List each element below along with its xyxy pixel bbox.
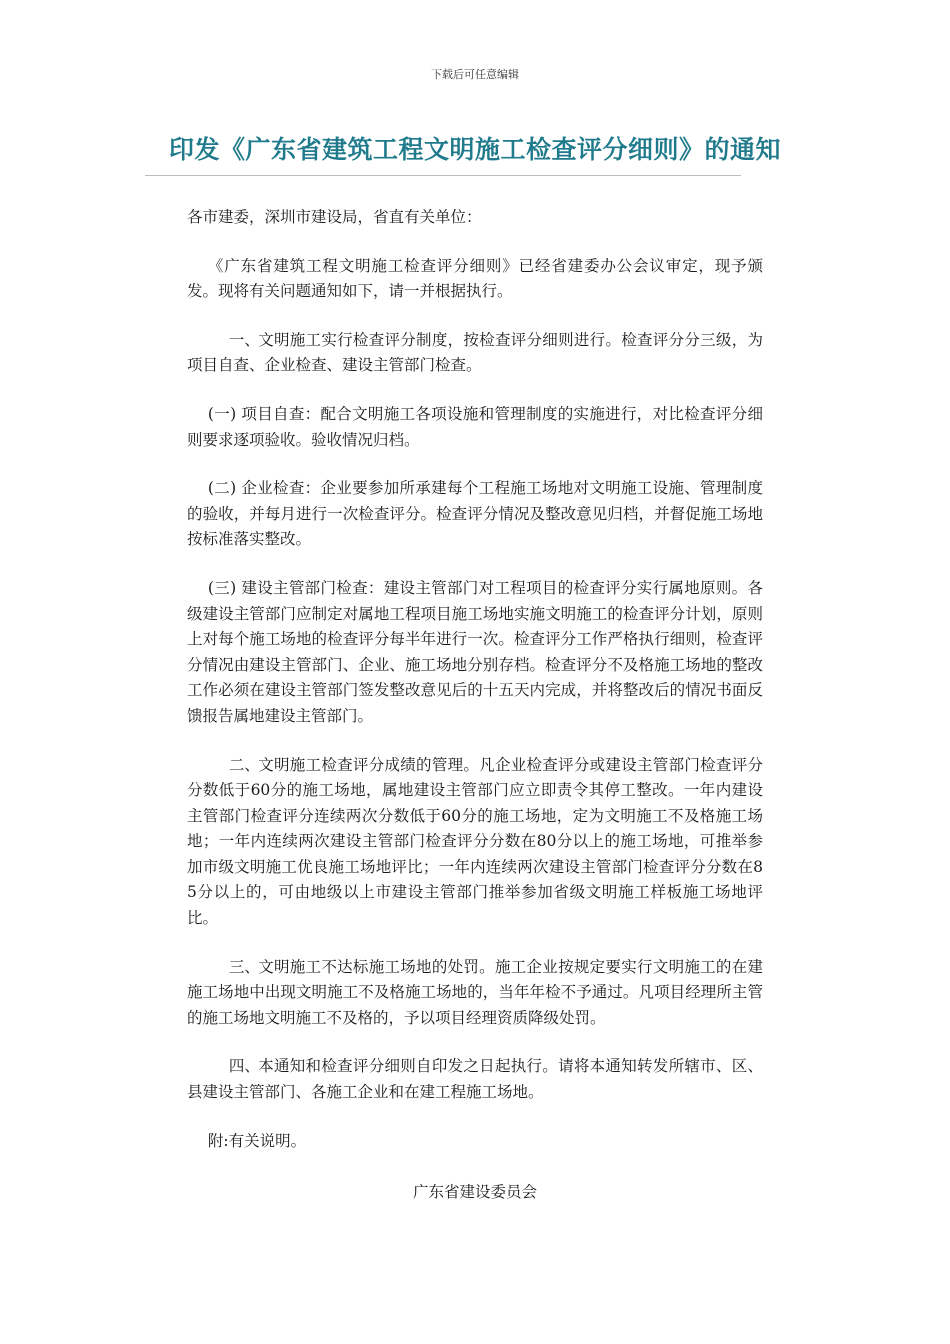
intro-paragraph: 《广东省建筑工程文明施工检查评分细则》已经省建委办公会议审定，现予颁发。现将有关问题通知如下，请一并根据执行。 — [187, 256, 763, 301]
sub-item-1-paragraph: (一) 项目自查：配合文明施工各项设施和管理制度的实施进行，对比检查评分细则要求逐项验收。验收情况归档。 — [187, 404, 763, 449]
header-note: 下载后可任意编辑 — [431, 68, 519, 81]
item-4-text: 本通知和检查评分细则自印发之日起执行。请将本通知转发所辖市、区、县建设主管部门、各施工企业和在建工程施工场地。 — [187, 1057, 763, 1102]
sub-item-3-paragraph: (三) 建设主管部门检查：建设主管部门对工程项目的检查评分实行属地原则。各级建设主管部门应制定对属地工程项目施工场地实施文明施工的检查评分计划，原则上对每个施工场地的检查评分每半年进行一次。检查评分工作严格执行细则，检查评分情况由建设主管部门、企业、施工场地分别存档。检查评分不及格施工场地的整改工作必须在建设主管部门签发整改意见后的十五天内完成，并将整改后的情况书面反馈报告属地建设主管部门。 — [187, 578, 763, 725]
item-3-paragraph — [187, 955, 763, 1032]
item-2-text: 文明施工检查评分成绩的管理。凡企业检查评分或建设主管部门检查评分分数低于60分的施工场地，属地建设主管部门应立即责令其停工整改。一年内建设主管部门检查评分连续两次分数低于60分的施工场地，定为文明施工不及格施工场地；一年内连续两次建设主管部门检查评分分数在80分以上的施工场地，可推举参加市级文明施工优良施工场地评比；一年内连续两次建设主管部门检查评分分数在85分以上的，可由地级以上市建设主管部门推举参加省级文明施工样板施工场地评比。 — [187, 755, 763, 928]
document-body — [187, 205, 763, 1177]
item-4-number: 四、 — [228, 1057, 260, 1076]
item-1-number: 一、 — [228, 330, 260, 349]
document-title: 印发《广东省建筑工程文明施工检查评分细则》的通知 — [168, 135, 781, 164]
item-2-number: 二、 — [228, 755, 260, 774]
title-divider — [145, 175, 741, 176]
attachment-note: 附:有关说明。 — [207, 1131, 307, 1150]
item-4-paragraph — [187, 1054, 763, 1105]
item-3-number: 三、 — [228, 957, 260, 976]
item-3-text: 文明施工不达标施工场地的处罚。施工企业按规定要实行文明施工的在建施工场地中出现文明施工不及格施工场地的，当年年检不予通过。凡项目经理所主管的施工场地文明施工不及格的，予以项目经理资质降级处罚。 — [187, 957, 763, 1027]
sub-item-2-paragraph: (二) 企业检查：企业要参加所承建每个工程施工场地对文明施工设施、管理制度的验收，并每月进行一次检查评分。检查评分情况及整改意见归档，并督促施工场地按标准落实整改。 — [187, 479, 763, 549]
item-2-paragraph — [187, 753, 763, 932]
item-1-paragraph — [187, 328, 763, 379]
salutation: 各市建委，深圳市建设局，省直有关单位： — [187, 208, 482, 226]
signature: 广东省建设委员会 — [412, 1183, 537, 1201]
item-1-text: 文明施工实行检查评分制度，按检查评分细则进行。检查评分分三级，为项目自查、企业检查、建设主管部门检查。 — [187, 330, 763, 375]
